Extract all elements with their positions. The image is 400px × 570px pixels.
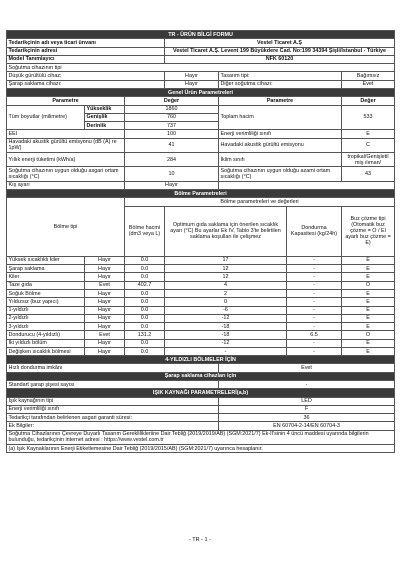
compartment-volume: 0.0 — [125, 306, 165, 314]
compartment-freeze-capacity: - — [287, 298, 342, 306]
compartment-row — [7, 314, 395, 322]
compartment-row — [7, 289, 395, 297]
max-ambient-temp-value: 43 — [342, 167, 395, 181]
climate-class-label: İklim sınıfı — [219, 153, 342, 167]
compartment-volume: 0.0 — [125, 339, 165, 347]
compartment-present: Hayır — [85, 298, 125, 306]
supplier-name-value: Vestel Ticaret A.Ş — [165, 39, 395, 47]
width-value: 760 — [125, 113, 219, 121]
compartment-volume: 0.0 — [125, 256, 165, 264]
compartment-name: Değişken sıcaklık bölmesi — [7, 347, 85, 355]
noise-emission-label: Havadaki akustik gürültü emisyonu (dB (A) re 1pW) — [7, 138, 125, 152]
compartment-present: Hayır — [85, 347, 125, 355]
compartment-present: Hayır — [85, 289, 125, 297]
compartment-present: Hayır — [85, 265, 125, 273]
light-type-value: LED — [219, 397, 395, 405]
compartment-volume: 402.7 — [125, 281, 165, 289]
compartment-freeze-capacity: - — [287, 314, 342, 322]
compartment-defrost-type: E — [342, 298, 395, 306]
compartment-name: İki yıldızlı bölüm — [7, 339, 85, 347]
compartment-temp: -12 — [165, 339, 287, 347]
product-info-sheet — [6, 30, 394, 453]
compartment-temp: 17 — [165, 256, 287, 264]
general-param-header: Parametre — [7, 97, 125, 105]
wine-bottles-label: Standart şarap şişesi sayısı — [7, 381, 219, 389]
winter-setting-value: Hayır — [125, 181, 219, 189]
compartment-present: Hayır — [85, 314, 125, 322]
compartment-temp: -18 — [165, 331, 287, 339]
compartment-name: 3-yıldızlı — [7, 323, 85, 331]
compartment-defrost-type: E — [342, 256, 395, 264]
product-info-table — [6, 30, 395, 453]
min-ambient-temp-value: 10 — [125, 167, 219, 181]
compartment-freeze-capacity: - — [287, 256, 342, 264]
compartment-temp: -6 — [165, 306, 287, 314]
compartment-present: Hayır — [85, 256, 125, 264]
extra-info-label: Ek Bilgiler: — [7, 422, 219, 430]
compartment-present: Evet — [85, 331, 125, 339]
compartment-defrost-type: E — [342, 273, 395, 281]
warranty-value: 36 — [219, 414, 395, 422]
general-params-title: Genel Ürün Parametreleri — [7, 88, 395, 96]
general-value-header: Değer — [125, 97, 219, 105]
compartment-temp: 12 — [165, 265, 287, 273]
compartment-rows — [7, 256, 395, 355]
compartment-defrost-type: O — [342, 331, 395, 339]
compartment-row — [7, 265, 395, 273]
compartment-volume: 0.0 — [125, 273, 165, 281]
supplier-address-label: Tedarikçinin adresi — [7, 47, 165, 55]
compartment-defrost-type: E — [342, 306, 395, 314]
compartment-defrost-type: E — [342, 347, 395, 355]
compartment-present: Hayır — [85, 273, 125, 281]
supplier-name-label: Tedarikçinin adı veya ticari ünvanı — [7, 39, 165, 47]
compartment-row — [7, 298, 395, 306]
compartment-temp: 0 — [165, 298, 287, 306]
noise-class-label: Havadaki akustik gürültü emisyonu — [219, 138, 342, 152]
winter-setting-label: Kış ayarı — [7, 181, 125, 189]
compartment-volume: 0.0 — [125, 289, 165, 297]
height-value: 1860 — [125, 105, 219, 113]
compartment-name: Taze gıda — [7, 281, 85, 289]
dimensions-label: Tüm boyutlar (milimetre) — [7, 105, 85, 130]
compartment-freeze-capacity: - — [287, 265, 342, 273]
annual-energy-value: 284 — [125, 153, 219, 167]
light-source-title: IŞIK KAYNAĞI PARAMETRELERİ(a,b) — [7, 389, 395, 397]
max-ambient-temp-label: Soğutma cihazının uygun olduğu azami ortam sıcaklığı (°C) — [219, 167, 342, 181]
noise-class-value: C — [342, 138, 395, 152]
compartment-freeze-capacity: - — [287, 289, 342, 297]
width-label: Genişlik — [85, 113, 125, 121]
compartment-name: Dondurucu (4-yıldızlı) — [7, 331, 85, 339]
compartment-present: Evet — [85, 281, 125, 289]
depth-label: Derinlik — [85, 122, 125, 130]
supplier-address-value: Vestel Ticaret A.Ş. Levent 199 Büyükdere Cad. No:199 34394 Şişli/İstanbul - Türkiye — [165, 47, 395, 55]
compartment-temp-header: Optimum gıda saklama için önerilen sıcaklık ayarı (°C) Bu ayarlar Ek IV, Tablo 3'te belirtilen saklama koşulları ile çelişmez — [165, 206, 287, 256]
compartment-volume: 0.0 — [125, 323, 165, 331]
model-value: NFK 60120 — [165, 55, 395, 63]
model-label: Model Tanımlayıcı — [7, 55, 165, 63]
fast-freeze-label: Hızlı dondurma imkânı — [7, 364, 219, 372]
compartment-temp: 2 — [165, 289, 287, 297]
total-volume-label: Toplam hacim — [219, 105, 342, 130]
compartment-defrost-type: E — [342, 314, 395, 322]
winter-setting-spacer — [219, 181, 395, 189]
compartment-present: Hayır — [85, 323, 125, 331]
eei-value: 100 — [125, 130, 219, 138]
compartment-row — [7, 306, 395, 314]
depth-value: 737 — [125, 122, 219, 130]
compartment-row — [7, 281, 395, 289]
min-ambient-temp-label: Soğutma cihazının uygun olduğu asgari ortam sıcaklığı (°C) — [7, 167, 125, 181]
design-type-value: Bağımsız — [342, 72, 395, 80]
compartment-defrost-type: E — [342, 323, 395, 331]
other-appliance-label: Diğer soğutma cihazı: — [219, 80, 342, 88]
light-class-label: Enerji verimliliği sınıfı — [7, 405, 219, 413]
compartment-row — [7, 347, 395, 355]
compartment-temp: - — [165, 347, 287, 355]
general-param-header-2: Parametre — [219, 97, 342, 105]
compartment-volume: 0.0 — [125, 298, 165, 306]
design-type-label: Tasarım tipi: — [219, 72, 342, 80]
page-number: - TR - 1 - — [189, 537, 211, 543]
compartment-volume: 131.2 — [125, 331, 165, 339]
appliance-type-header: Soğutma cihazının tipi — [7, 64, 395, 72]
compartment-defrost-type: E — [342, 289, 395, 297]
compartment-freeze-capacity: - — [287, 306, 342, 314]
ecodesign-note: Soğutma Cihazlarının Çevreye Duyarlı Tasarım Gereklilikleriine Dair Tebliğ (2019/2019/AB) (SGM:2021/7) Ek-II'sinin 4 üncü maddesi uyarında bilgilerin bulunduğu, tedarikçinin internet adresi : https://www.vestel.com.tr — [7, 430, 395, 444]
compartment-volume: 0.0 — [125, 314, 165, 322]
low-noise-label: Düşük gürültülü cihaz: — [7, 72, 165, 80]
compartment-volume-header: Bölme hacmi (dm3 veya L) — [125, 206, 165, 256]
compartment-name: Yüksek sıcaklıklı kiler — [7, 256, 85, 264]
compartment-volume: 0.0 — [125, 265, 165, 273]
compartment-temp: 12 — [165, 273, 287, 281]
compartment-present: Hayır — [85, 339, 125, 347]
compartment-freeze-capacity: - — [287, 339, 342, 347]
compartment-freeze-capacity: - — [287, 347, 342, 355]
energy-class-value: E — [342, 130, 395, 138]
compartment-defrost-header: Buz çözme tipi (Otomatik buz çözme = O / El ayarlı buz çözme = E) — [342, 206, 395, 256]
compartment-name: Soğuk Bölme — [7, 289, 85, 297]
compartment-name: Şarap saklama — [7, 265, 85, 273]
wine-bottles-value: - — [219, 381, 395, 389]
compartment-row — [7, 339, 395, 347]
four-star-title: 4-YILDIZLI BÖLMELER İÇİN — [7, 356, 395, 364]
low-noise-value: Hayır — [165, 72, 219, 80]
annual-energy-label: Yıllık enerji tüketimi (kWh/a) — [7, 153, 125, 167]
compartment-freeze-capacity: - — [287, 281, 342, 289]
other-appliance-value: Evet — [342, 80, 395, 88]
energy-class-label: Enerji verimliliği sınıfı — [219, 130, 342, 138]
warranty-label: Tedarikçi tarafından belirlenen asgari garanti süresi: — [7, 414, 219, 422]
compartment-temp: -18 — [165, 323, 287, 331]
compartment-freeze-header: Dondurma Kapasitesi (kg/24h) — [287, 206, 342, 256]
compartment-freeze-capacity: - — [287, 273, 342, 281]
compartment-temp: -12 — [165, 314, 287, 322]
compartment-volume: 0.0 — [125, 347, 165, 355]
compartment-name: 2-yıldızlı — [7, 314, 85, 322]
compartment-name: 1-yıldızlı — [7, 306, 85, 314]
form-title: TR - ÜRÜN BİLGİ FORMU — [7, 31, 395, 39]
compartment-name: Kiler — [7, 273, 85, 281]
compartment-defrost-type: E — [342, 339, 395, 347]
compartment-row — [7, 323, 395, 331]
wine-storage-label: Şarap saklama cihazı: — [7, 80, 165, 88]
compartment-freeze-capacity: - — [287, 323, 342, 331]
light-class-value: F — [219, 405, 395, 413]
eei-label: EEI — [7, 130, 125, 138]
compartment-temp: 4 — [165, 281, 287, 289]
fast-freeze-value: Evet — [219, 364, 395, 372]
general-value-header-2: Değer — [342, 97, 395, 105]
light-source-footnote: (a) Işık Kaynaklarının Enerji Etiketlemesine Dair Tebliğ (2019/2015/AB) (SGM:2021/7) uyarınca hesaplanır. — [7, 445, 395, 453]
compartment-row — [7, 256, 395, 264]
compartment-group-header: Bölme parametreleri ve değerleri — [125, 198, 395, 206]
compartment-name: Yıldızsız (buz yapıcı) — [7, 298, 85, 306]
compartment-row — [7, 273, 395, 281]
light-type-label: Işık kaynağının tipi — [7, 397, 219, 405]
climate-class-value: tropikal/Genişletil miş ılıman/ — [342, 153, 395, 167]
wine-storage-value: Hayır — [165, 80, 219, 88]
total-volume-value: 533 — [342, 105, 395, 130]
compartment-params-title: Bölme Parametreleri — [7, 190, 395, 198]
compartment-freeze-capacity: 6.5 — [287, 331, 342, 339]
extra-info-value: EN 60704-2-14/EN 60704-3 — [219, 422, 395, 430]
compartment-defrost-type: E — [342, 265, 395, 273]
compartment-type-header: Bölme tipi — [7, 198, 125, 256]
compartment-defrost-type: O — [342, 281, 395, 289]
compartment-present: Hayır — [85, 306, 125, 314]
height-label: Yükseklik — [85, 105, 125, 113]
wine-section-title: Şarap saklama cihazları için — [7, 372, 395, 380]
noise-emission-value: 41 — [125, 138, 219, 152]
compartment-row — [7, 331, 395, 339]
